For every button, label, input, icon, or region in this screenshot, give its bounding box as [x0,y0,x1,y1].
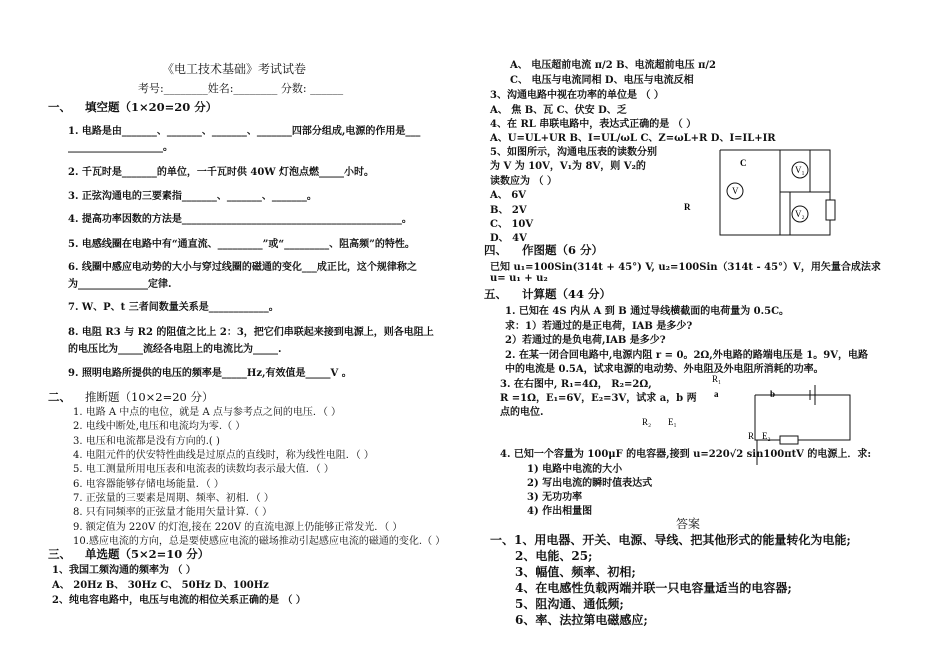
r-line: 为 V 为 10V，V₁为 8V，则 V₂的 [490,161,646,172]
q1-line: ___________________。 [68,142,173,153]
q5-line: 2）若通过的是负电荷,IAB 是多少? [505,335,666,346]
r-line: A、 电压超前电流 π/2 B、电流超前电压 π/2 [510,60,716,71]
voltmeter-v-label: V [732,186,739,196]
q1-line: 3. 正弦沟通电的三要素指_______、_______、_______。 [68,191,317,202]
q1-line: 2. 千瓦时是_______的单位，一千瓦时供 40W 灯泡点燃_____小时。 [68,167,375,178]
answer-line: 2、电能、25; [515,549,593,563]
circuit-diagram-1 [684,140,850,245]
q5-line: 2. 在某一闭合回电路中,电源内阻 r = 0。2Ω,外电路的路端电压是 1。9V，电路 [505,350,868,361]
section2-number: 二、 [48,390,71,404]
r-label: R [748,431,755,441]
q4-line: 已知 u₁=100Sin(314t + 45°) V, u₂=100Sin（314t - 45°）V，用矢量合成法求 [490,262,881,273]
voltmeter-v1-label: V₁ [795,165,805,175]
q1-line: 为______________定律. [68,279,172,290]
r1-label: R₁ [712,374,722,384]
q2-line: 9. 额定值为 220V 的灯泡,接在 220V 的直流电源上仍能够正常发光．（ ） [73,522,403,533]
answers-title: 答案 [676,517,701,531]
answer-line: 4、在电感性负载两端并联一只电容量适当的电容器; [515,581,792,595]
q5-line: R =1Ω，E₁=6V，E₂=3V，试求 a，b 两 [500,393,697,404]
r-line: C、 10V [490,219,534,230]
e1-label: E₁ [668,417,677,427]
q1-line: 7. W、P、t 三者间数量关系是____________。 [68,302,279,313]
q4-line: u= u₁ + u₂ [490,273,548,284]
section4-title: 作图题（6 分） [522,243,604,257]
r-line: 4、在 RL 串联电路中，表达式正确的是 （ ） [490,119,697,130]
resistor-r-label: R [684,202,691,212]
answer-line: 6、率、法拉第电磁感应; [515,613,648,627]
q1-line: 6. 线圈中感应电动势的大小与穿过线圈的磁通的变化___成正比，这个规律称之 [68,262,417,273]
exam-title: 《电工技术基础》考试试卷 [162,62,307,76]
q5-line: 1) 电路中电流的大小 [527,464,623,475]
r-line: B、 2V [490,205,527,216]
q2-line: 10.感应电流的方向，总是要使感应电流的磁场推动引起感应电流的磁通的变化.（ ） [73,536,446,547]
section1-number: 一、 [48,100,71,114]
section5-number: 五、 [484,287,507,301]
q2-line: 7. 正弦量的三要素是周期、频率、初相．（ ） [73,493,274,504]
q1-line: 1. 电路是由_______、_______、_______、_______四部分组成,电源的作用是___ [68,126,421,137]
q1-line: 8. 电阻 R3 与 R2 的阻值之比上 2：3，把它们串联起来接到电源上，则各电阻上 [68,327,434,338]
q1-line: 的电压比为_____流经各电阻上的电流比为_____. [68,344,282,355]
q3-line: A、 20Hz B、 30Hz C、 50Hz D、100Hz [52,580,269,591]
q2-line: 4. 电阻元件的伏安特性曲线是过原点的直线时，称为线性电阻．（ ） [73,450,374,461]
section3-number: 三、 [48,547,71,561]
q1-line: 5. 电感线圈在电路中有“通直流、_________”或“_________、阻高频”的特性。 [68,239,415,250]
section2-title: 推断题（10×2=20 分） [85,390,214,404]
q2-line: 6. 电容器能够存储电场能量．（ ） [73,479,224,490]
q5-line: 1. 已知在 4S 内从 A 到 B 通过导线横截面的电荷量为 0.5C。 [505,306,790,317]
r-line: D、 4V [490,233,527,244]
voltmeter-v2-label: V₂ [795,209,805,219]
node-b-label: b [770,389,776,399]
q5-line: 3. 在右图中, R₁=4Ω， R₂=2Ω, [500,379,652,390]
r-line: A、U=UL+UR B、I=UL/ωL C、Z=ωL+R D、I=IL+IR [490,133,776,144]
r-line: 3、沟通电路中视在功率的单位是 （ ） [490,90,664,101]
q5-line: 2) 写出电流的瞬时值表达式 [527,478,653,489]
r-line: 5、如图所示，沟通电压表的读数分别 [490,147,657,158]
q3-line: 2、纯电容电路中，电压与电流的相位关系正确的是 （ ） [52,595,306,606]
section5-title: 计算题（44 分） [522,287,612,301]
q2-line: 1. 电路 A 中点的电位，就是 A 点与参考点之间的电压．（ ） [73,407,342,418]
answer-line: 3、幅值、频率、初相; [515,565,636,579]
circuit-diagram-2 [630,370,860,470]
capacitor-c-label: C [740,158,747,168]
answer-line: 5、阻沟通、通低频; [515,597,624,611]
q5-line: 4. 已知一个容量为 100μF 的电容器,接到 u=220√2 sin100πtV 的电源上．求: [500,449,872,460]
q1-line: 4. 提高功率因数的方法是____________________________________________。 [68,214,412,225]
exam-header-fields: 考号:________姓名:________ 分数: ______ [138,82,344,95]
r2-label: R₂ [642,417,652,427]
q3-line: 1、我国工频沟通的频率为 （ ） [52,565,196,576]
q5-line: 3) 无功功率 [527,492,583,503]
r-line: 读数应为 （ ） [490,176,557,187]
r-line: C、 电压与电流同相 D、电压与电流反相 [510,75,694,86]
q2-line: 8. 只有同频率的正弦量才能用矢量计算.（ ） [73,507,273,518]
node-a-label: a [714,389,719,399]
r-line: A、 6V [490,190,526,201]
q5-line: 点的电位. [500,407,544,418]
r-line: A、 焦 B、瓦 C、伏安 D、乏 [490,105,627,116]
q5-line: 中的电流是 0.5A，试求电源的电动势、外电阻及外电阻所消耗的功率。 [505,364,824,375]
q1-line: 9. 照明电路所提供的电压的频率是_____Hz,有效值是_____V 。 [68,368,352,379]
e2-label: E₂ [762,431,771,441]
answer-line: 一、1、用电器、开关、电源、导线、把其他形式的能量转化为电能; [490,533,851,547]
section4-number: 四、 [484,243,507,257]
section3-title: 单选题（5×2=10 分） [85,547,210,561]
q2-line: 5. 电工测量所用电压表和电流表的读数均表示最大值．（ ） [73,464,334,475]
q2-line: 2. 电线中断处,电压和电流均为零.（ ） [73,421,246,432]
section1-title: 填空题（1×20=20 分） [85,100,218,114]
q5-line: 4) 作出相量图 [527,506,593,517]
q2-line: 3. 电压和电流都是没有方向的.( ) [73,436,220,447]
q5-line: 求：1）若通过的是正电荷，IAB 是多少? [505,321,693,332]
